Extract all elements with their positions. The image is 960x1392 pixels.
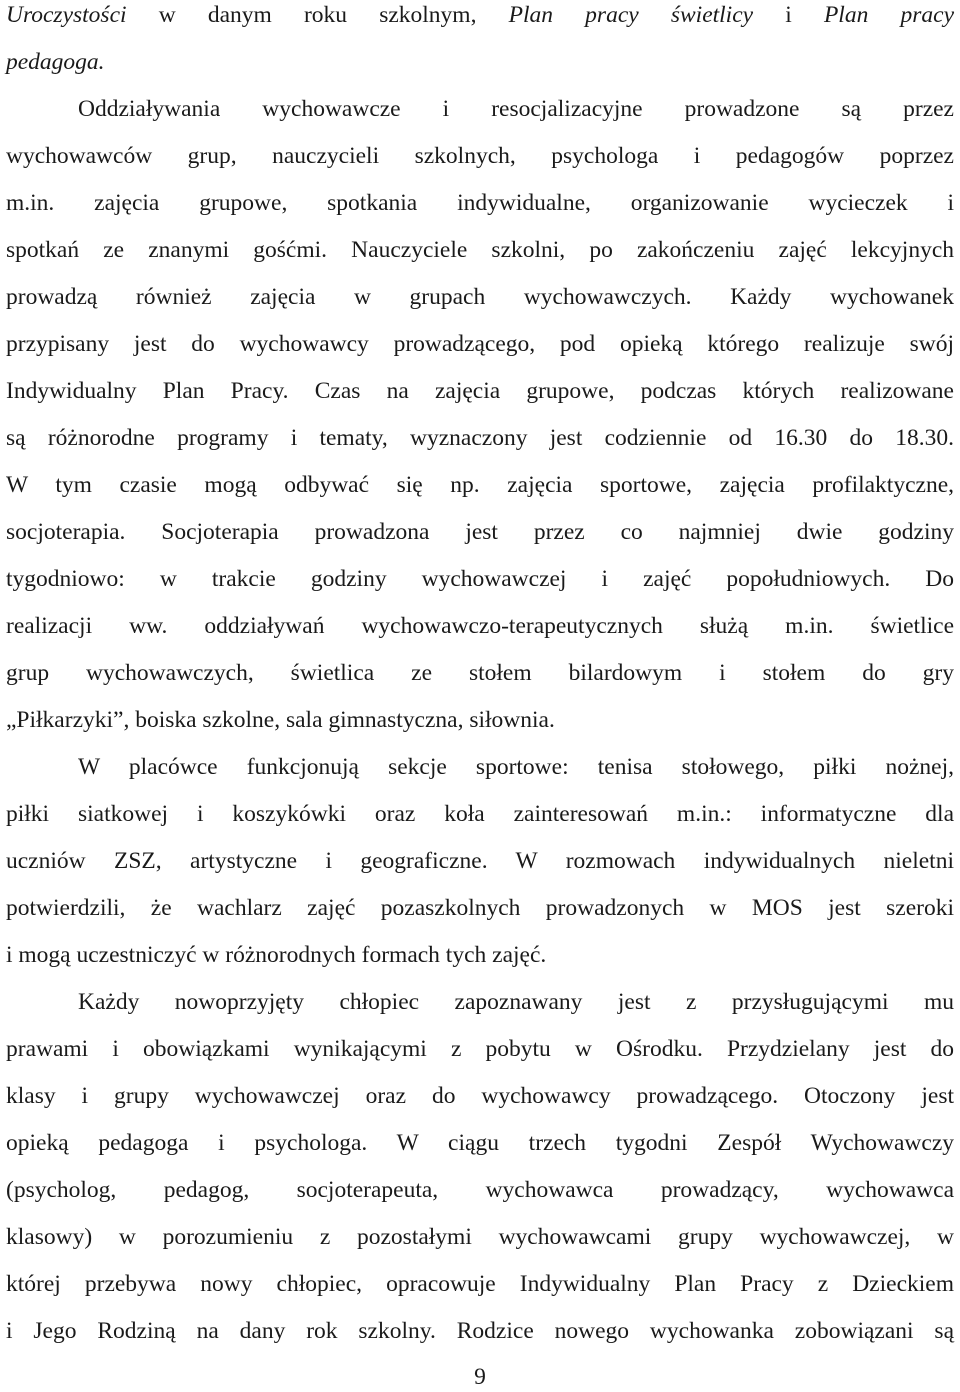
- page-number: 9: [474, 1364, 486, 1390]
- text-line: W tym czasie mogą odbywać się np. zajęcia sportowe, zajęcia profilaktyczne,: [6, 472, 954, 498]
- text-line: „Piłkarzyki”, boiska szkolne, sala gimnastyczna, siłownia.: [6, 707, 555, 733]
- italic-text: Plan pracy: [823, 2, 955, 28]
- text-fragment: w danym roku szkolnym,: [126, 2, 509, 28]
- text-line: grup wychowawczych, świetlica ze stołem bilardowym i stołem do gry: [6, 660, 954, 686]
- text-fragment: i: [753, 2, 824, 28]
- italic-text: pedagoga.: [6, 49, 105, 75]
- text-line: i Jego Rodziną na dany rok szkolny. Rodzice nowego wychowanka zobowiązani są: [6, 1318, 954, 1344]
- text-line: przypisany jest do wychowawcy prowadzącego, pod opieką którego realizuje swój: [6, 331, 954, 357]
- text-line: opieką pedagoga i psychologa. W ciągu trzech tygodni Zespół Wychowawczy: [6, 1130, 954, 1156]
- text-line: uczniów ZSZ, artystyczne i geograficzne. W rozmowach indywidualnych nieletni: [6, 848, 954, 874]
- text-line: [6, 47, 954, 77]
- italic-text: Uroczystości: [6, 2, 127, 28]
- text-line: klasowy) w porozumieniu z pozostałymi wychowawcami grupy wychowawczej, w: [6, 1224, 954, 1250]
- text-line: potwierdzili, że wachlarz zajęć pozaszkolnych prowadzonych w MOS jest szeroki: [6, 895, 954, 921]
- text-line: piłki siatkowej i koszykówki oraz koła zainteresowań m.in.: informatyczne dla: [6, 801, 954, 827]
- text-line: spotkań ze znanymi gośćmi. Nauczyciele szkolni, po zakończeniu zajęć lekcyjnych: [6, 237, 954, 263]
- text-line: wychowawców grup, nauczycieli szkolnych, psychologa i pedagogów poprzez: [6, 143, 954, 169]
- text-line: realizacji ww. oddziaływań wychowawczo-terapeutycznych służą m.in. świetlice: [6, 613, 954, 639]
- text-line: m.in. zajęcia grupowe, spotkania indywidualne, organizowanie wycieczek i: [6, 190, 954, 216]
- text-line: są różnorodne programy i tematy, wyznaczony jest codziennie od 16.30 do 18.30.: [6, 425, 954, 451]
- italic-text: Plan pracy świetlicy: [508, 2, 754, 28]
- text-line: i mogą uczestniczyć w różnorodnych formach tych zajęć.: [6, 942, 547, 968]
- text-line: klasy i grupy wychowawczej oraz do wychowawcy prowadzącego. Otoczony jest: [6, 1083, 954, 1109]
- text-line: której przebywa nowy chłopiec, opracowuje Indywidualny Plan Pracy z Dzieckiem: [6, 1271, 954, 1297]
- text-line: prawami i obowiązkami wynikającymi z pobytu w Ośrodku. Przydzielany jest do: [6, 1036, 954, 1062]
- text-line: tygodniowo: w trakcie godziny wychowawczej i zajęć popołudniowych. Do: [6, 566, 954, 592]
- paragraph-first-line: Oddziaływania wychowawcze i resocjalizacyjne prowadzone są przez: [78, 96, 954, 122]
- paragraph-first-line: W placówce funkcjonują sekcje sportowe: tenisa stołowego, piłki nożnej,: [78, 754, 954, 780]
- text-line: prowadzą również zajęcia w grupach wychowawczych. Każdy wychowanek: [6, 284, 954, 310]
- text-line: Indywidualny Plan Pracy. Czas na zajęcia grupowe, podczas których realizowane: [6, 378, 954, 404]
- text-line: [6, 0, 954, 30]
- text-line: socjoterapia. Socjoterapia prowadzona jest przez co najmniej dwie godziny: [6, 519, 954, 545]
- paragraph-first-line: Każdy nowoprzyjęty chłopiec zapoznawany jest z przysługującymi mu: [78, 989, 954, 1015]
- text-line: (psycholog, pedagog, socjoterapeuta, wychowawca prowadzący, wychowawca: [6, 1177, 954, 1203]
